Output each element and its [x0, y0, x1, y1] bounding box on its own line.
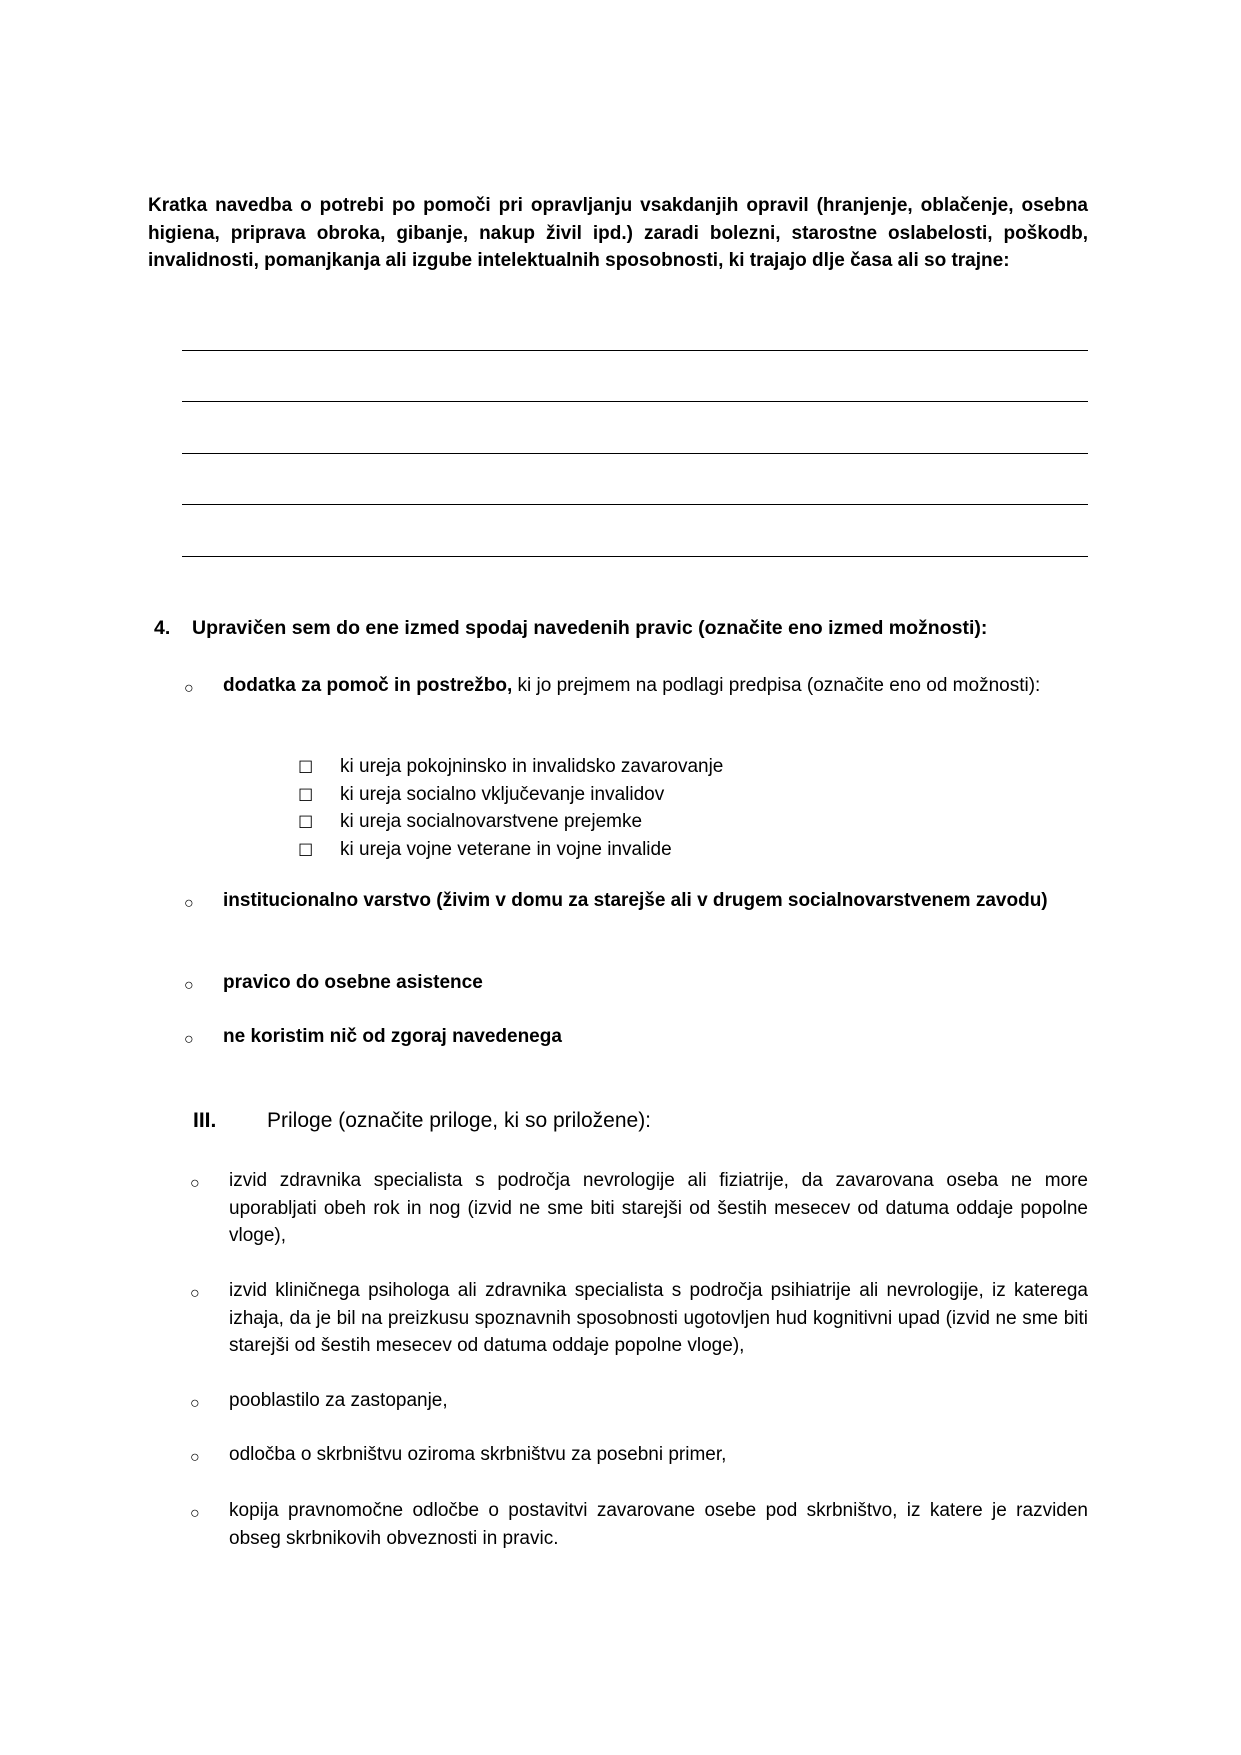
section-number: III.	[193, 1109, 217, 1132]
attachment-guardianship: odločba o skrbništvu oziroma skrbništvu za posebni primer,	[229, 1444, 727, 1465]
checkbox-war-veterans[interactable]: ☐	[298, 841, 314, 860]
answer-line[interactable]	[182, 453, 1088, 454]
question-text: Upravičen sem do ene izmed spodaj navedenih pravic (označite eno izmed možnosti):	[192, 617, 988, 639]
radio-button-institutional[interactable]: ○	[184, 895, 194, 912]
radio-button-attachment-neurology[interactable]: ○	[190, 1175, 200, 1192]
option-allowance	[223, 672, 1088, 700]
answer-line[interactable]	[182, 350, 1088, 351]
answer-line[interactable]	[182, 556, 1088, 557]
option-bold-text: institucionalno varstvo (živim v domu za starejše ali v drugem socialnovarstvenem zavodu)	[223, 890, 1048, 911]
radio-button-none[interactable]: ○	[184, 1031, 194, 1048]
attachment-neurology: izvid zdravnika specialista s področja nevrologije ali fiziatrije, da zavarovana oseba ne more uporabljati obeh rok in nog (izvid ne sme biti starejši od šestih mesecev od datuma oddaje popolne vloge),	[229, 1170, 1088, 1246]
radio-button-attachment-psychology[interactable]: ○	[190, 1285, 200, 1302]
checkbox-disabled-inclusion[interactable]: ☐	[298, 786, 314, 805]
attachment-authorization: pooblastilo za zastopanje,	[229, 1390, 448, 1411]
radio-button-attachment-guardianship[interactable]: ○	[190, 1449, 200, 1466]
option-text: ki jo prejmem na podlagi predpisa (označite eno od možnosti):	[512, 675, 1041, 696]
option-bold-text: dodatka za pomoč in postrežbo,	[223, 675, 513, 696]
question-number: 4.	[154, 617, 171, 639]
option-institutional	[223, 887, 1088, 915]
radio-button-attachment-court-decision[interactable]: ○	[190, 1505, 200, 1522]
section-3-heading	[193, 1109, 651, 1133]
question-4-heading	[154, 617, 987, 640]
checkbox-social-benefits[interactable]: ☐	[298, 813, 314, 832]
option-none	[223, 1023, 1088, 1051]
section-title: Priloge (označite priloge, ki so priložene):	[267, 1109, 652, 1132]
sub-option-disabled-inclusion: ki ureja socialno vključevanje invalidov	[340, 784, 665, 805]
checkbox-pension[interactable]: ☐	[298, 758, 314, 777]
attachment-court-decision: kopija pravnomočne odločbe o postavitvi zavarovane osebe pod skrbništvo, iz katere je razviden obseg skrbnikovih obveznosti in pravic.	[229, 1500, 1088, 1549]
option-bold-text: pravico do osebne asistence	[223, 972, 483, 993]
attachment-psychology: izvid kliničnega psihologa ali zdravnika specialista s področja psihiatrije ali nevrologije, iz katerega izhaja, da je bil na preizkusu spoznavnih sposobnosti ugotovljen hud kognitivni upad (izvid ne sme biti starejši od šestih mesecev od datuma oddaje popolne vloge),	[229, 1280, 1088, 1356]
answer-line[interactable]	[182, 504, 1088, 505]
sub-option-social-benefits: ki ureja socialnovarstvene prejemke	[340, 811, 643, 832]
option-personal-assistance	[223, 969, 1088, 997]
radio-button-allowance[interactable]: ○	[184, 680, 194, 697]
radio-button-personal-assistance[interactable]: ○	[184, 977, 194, 994]
sub-option-war-veterans: ki ureja vojne veterane in vojne invalide	[340, 839, 672, 860]
intro-paragraph: Kratka navedba o potrebi po pomoči pri opravljanju vsakdanjih opravil (hranjenje, oblačenje, osebna higiena, priprava obroka, gibanje, nakup živil ipd.) zaradi bolezni, starostne oslabelosti, poškodb, invalidnosti, pomanjkanja ali izgube intelektualnih sposobnosti, ki trajajo dlje časa ali so trajne:	[148, 195, 1088, 271]
sub-option-pension: ki ureja pokojninsko in invalidsko zavarovanje	[340, 756, 724, 777]
option-bold-text: ne koristim nič od zgoraj navedenega	[223, 1026, 562, 1047]
answer-line[interactable]	[182, 401, 1088, 402]
radio-button-attachment-authorization[interactable]: ○	[190, 1395, 200, 1412]
